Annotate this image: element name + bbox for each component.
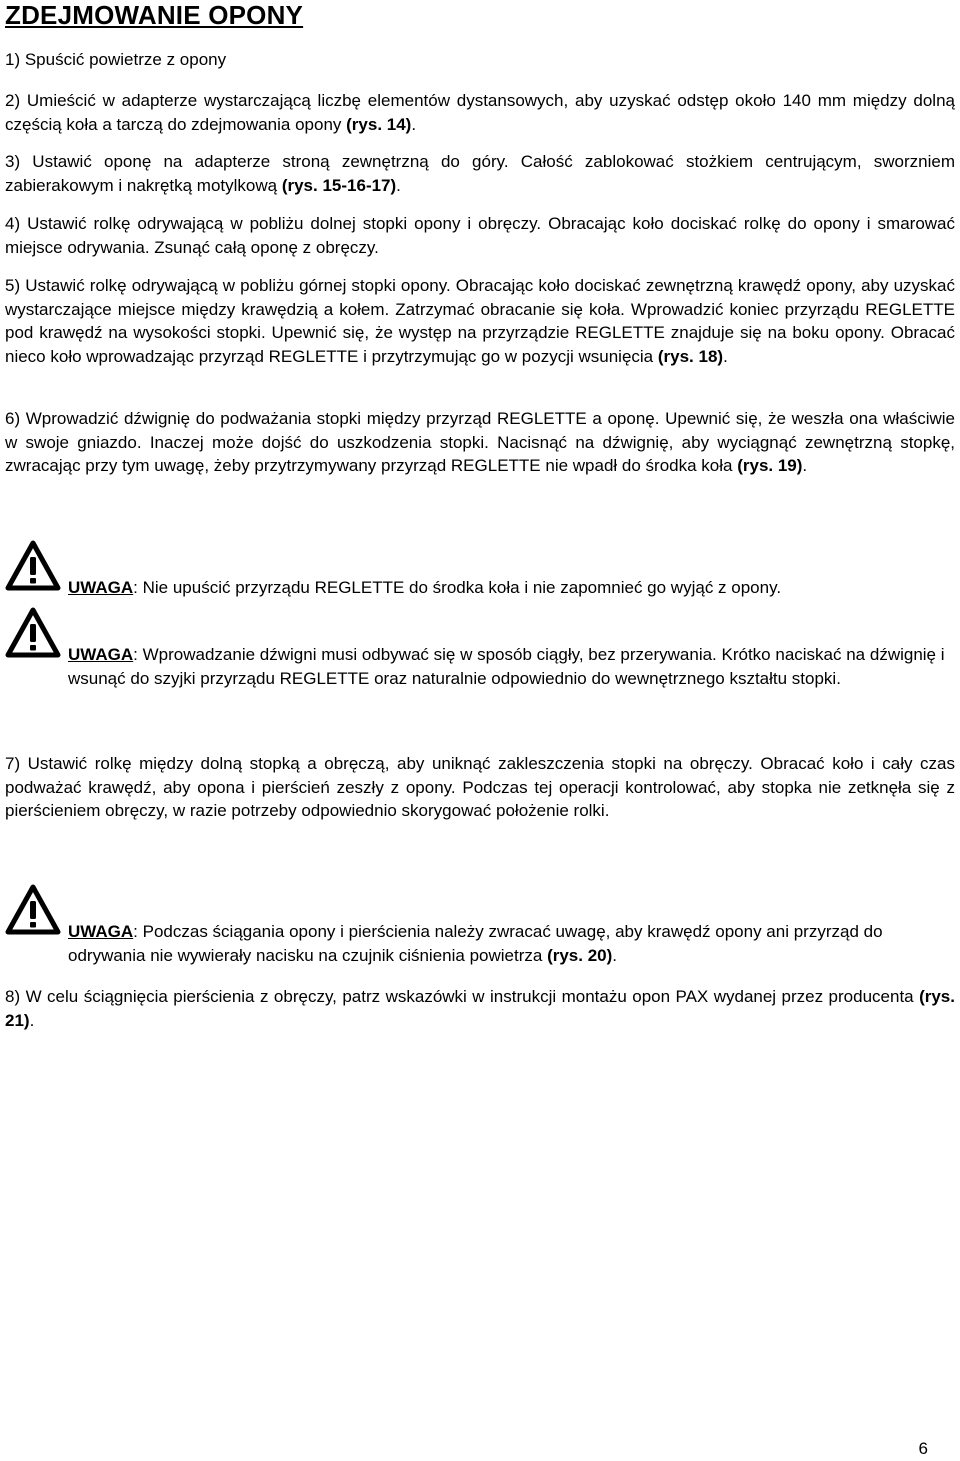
warning-triangle-icon xyxy=(5,540,61,592)
step-5: 5) Ustawić rolkę odrywającą w pobliżu górnej stopki opony. Obracając koło dociskać zewnętrzną krawędź opony, aby uzyskać wystarczające miejsce między krawędzią a kołem. Zatrzymać obracanie się koła. Wprowadzić koniec przyrządu REGLETTE pod krawędź na wysokości stopki. Upewnić się, że występ na przyrządzie REGLETTE znajduje się na boku opony. Obracać nieco koło wprowadzając przyrząd REGLETTE i przytrzymując go w pozycji wsunięcia (rys. 18). xyxy=(5,276,955,366)
warning-3-text: UWAGA: Podczas ściągania opony i pierścienia należy zwracać uwagę, aby krawędź opony ani przyrząd do odrywania nie wywierały nacisku na czujnik ciśnienia powietrza (rys. 20). xyxy=(68,922,883,965)
step-3: 3) Ustawić oponę na adapterze stroną zewnętrzną do góry. Całość zablokować stożkiem centrującym, sworzniem zabierakowym i nakrętką motylkową (rys. 15-16-17). xyxy=(5,152,955,195)
warning-1-text: UWAGA: Nie upuścić przyrządu REGLETTE do środka koła i nie zapomnieć go wyjąć z opony. xyxy=(68,578,782,597)
step-6: 6) Wprowadzić dźwignię do podważania stopki między przyrząd REGLETTE a oponę. Upewnić się, że weszła ona właściwie w swoje gniazdo. Inaczej może dojść do uszkodzenia stopki. Nacisnąć na dźwignię, aby wyciągnąć zewnętrzną stopkę, zwracając przy tym uwagę, żeby przytrzymywany przyrząd REGLETTE nie wpadł do środka koła (rys. 19). xyxy=(5,409,955,475)
step-7: 7) Ustawić rolkę między dolną stopką a obręczą, aby uniknąć zakleszczenia stopki na obręczy. Obracać koło i cały czas podważać krawędź, aby opona i pierścień zeszły z opony. Podczas tej operacji kontrolować, aby stopka nie zetknęła się z pierścieniem obręczy, w razie potrzeby odpowiednio skorygować położenie rolki. xyxy=(5,754,955,820)
warning-2 xyxy=(5,607,957,727)
step-2: 2) Umieścić w adapterze wystarczającą liczbę elementów dystansowych, aby uzyskać odstęp około 140 mm między dolną częścią koła a tarczą do zdejmowania opony (rys. 14). xyxy=(5,91,955,134)
step-4: 4) Ustawić rolkę odrywającą w pobliżu dolnej stopki opony i obręczy. Obracając koło dociskać rolkę do opony i smarować miejsce odrywania. Zsunąć całą oponę z obręczy. xyxy=(5,214,955,257)
step-8: 8) W celu ściągnięcia pierścienia z obręczy, patrz wskazówki w instrukcji montażu opon PAX wydanej przez producenta (rys. 21). xyxy=(5,987,955,1030)
warning-2-text: UWAGA: Wprowadzanie dźwigni musi odbywać się w sposób ciągły, bez przerywania. Krótko naciskać na dźwignię i wsunąć do szyjki przyrządu REGLETTE oraz naturalnie odpowiednio do wewnętrznego kształtu stopki. xyxy=(68,645,945,688)
page-number: 6 xyxy=(918,1439,928,1458)
warning-label: UWAGA xyxy=(68,645,134,664)
warning-label: UWAGA xyxy=(68,922,134,941)
warning-triangle-icon xyxy=(5,884,61,936)
page-title: ZDEJMOWANIE OPONY xyxy=(5,0,304,30)
document-page xyxy=(5,0,955,1459)
warning-label: UWAGA xyxy=(68,578,134,597)
warning-triangle-icon xyxy=(5,607,61,659)
step-1: 1) Spuścić powietrze z opony xyxy=(5,50,227,69)
